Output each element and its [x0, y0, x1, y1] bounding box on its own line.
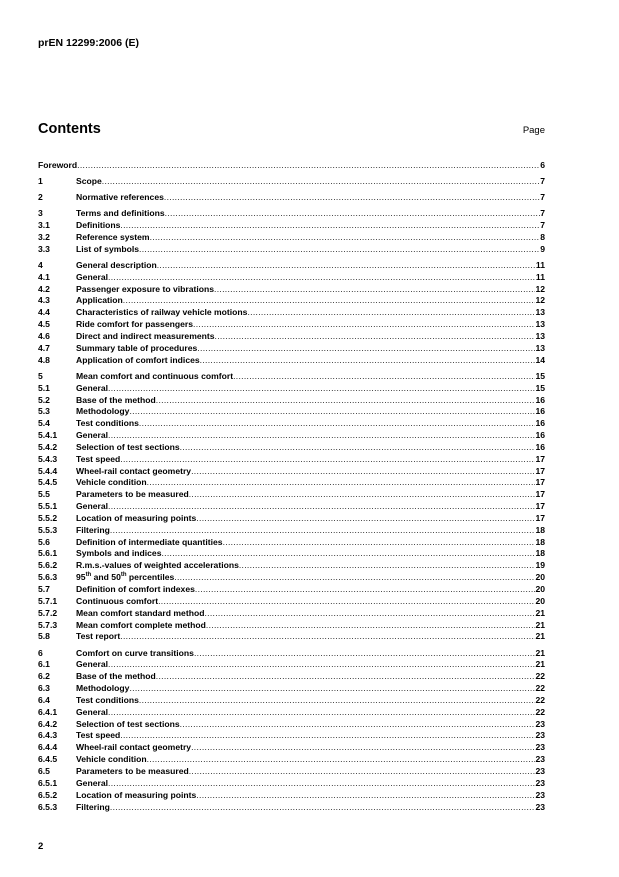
toc-leader-dots — [204, 608, 535, 619]
toc-entry-title: R.m.s.-values of weighted accelerations — [76, 560, 239, 571]
toc-entry-page: 21 — [535, 659, 545, 670]
toc-entry-title: General description — [76, 259, 157, 270]
toc-entry-title: Definition of intermediate quantities — [76, 536, 223, 547]
toc-entry-page: 12 — [535, 295, 545, 306]
toc-entry[interactable] — [38, 730, 545, 742]
toc-entry-title: Continuous comfort — [76, 595, 159, 606]
toc-entry-page: 18 — [535, 524, 545, 535]
toc-entry-page: 19 — [535, 560, 545, 571]
toc-entry[interactable] — [38, 559, 545, 571]
toc-leader-dots — [200, 355, 536, 366]
toc-entry-page: 17 — [535, 465, 545, 476]
toc-entry-page: 16 — [535, 394, 545, 405]
toc-entry-title: Filtering — [76, 524, 110, 535]
toc-entry-page: 16 — [535, 406, 545, 417]
toc-entry-number: 5.5 — [38, 489, 50, 500]
toc-entry-page: 23 — [535, 801, 545, 812]
toc-entry-number: 4.1 — [38, 271, 50, 282]
toc-entry[interactable] — [38, 741, 545, 753]
toc-entry-number: 4.5 — [38, 319, 50, 330]
toc-entry[interactable] — [38, 382, 545, 394]
toc-entry[interactable] — [38, 659, 545, 671]
toc-entry[interactable] — [38, 342, 545, 354]
toc-entry-page: 17 — [535, 501, 545, 512]
toc-leader-dots — [158, 596, 535, 607]
toc-entry-title: Methodology — [76, 406, 130, 417]
toc-leader-dots — [196, 513, 535, 524]
toc-entry[interactable] — [38, 354, 545, 366]
toc-leader-dots — [120, 220, 540, 231]
toc-entry-title: Parameters to be measured — [76, 765, 189, 776]
toc-entry[interactable] — [38, 318, 545, 330]
toc-entry-title: List of symbols — [76, 243, 140, 254]
toc-entry-number: 5.2 — [38, 394, 50, 405]
toc-entry-title: Base of the method — [76, 671, 156, 682]
toc-entry-number: 5.3 — [38, 406, 50, 417]
contents-title: Contents — [38, 121, 101, 137]
toc-entry[interactable] — [38, 619, 545, 631]
toc-leader-dots — [120, 454, 535, 465]
toc-entry-title: Vehicle condition — [76, 477, 147, 488]
toc-entry-title: Scope — [76, 175, 102, 186]
toc-entry-title: Application of comfort indices — [76, 354, 200, 365]
toc-entry[interactable] — [38, 500, 545, 512]
toc-entry-title: Passenger exposure to vibrations — [76, 283, 215, 294]
toc-entry-page: 11 — [535, 271, 545, 282]
toc-entry-number: 6.4.4 — [38, 742, 58, 753]
toc-leader-dots — [108, 272, 536, 283]
toc-entry[interactable] — [38, 536, 545, 548]
toc-entry-number: 4.2 — [38, 283, 50, 294]
table-of-contents — [38, 159, 545, 813]
toc-leader-dots — [214, 284, 535, 295]
toc-entry[interactable] — [38, 595, 545, 607]
toc-entry-number: 5.5.1 — [38, 501, 58, 512]
toc-leader-dots — [108, 430, 535, 441]
toc-entry-title: Filtering — [76, 801, 110, 812]
page-number: 2 — [38, 841, 44, 852]
toc-leader-dots — [206, 620, 536, 631]
toc-entry-number: 5.4.5 — [38, 477, 58, 488]
toc-entry[interactable] — [38, 571, 545, 583]
toc-entry-title: Wheel-rail contact geometry — [76, 742, 192, 753]
toc-entry-number: 6.3 — [38, 683, 50, 694]
toc-entry-number: 3 — [38, 208, 43, 219]
toc-entry[interactable] — [38, 370, 545, 382]
toc-entry[interactable] — [38, 706, 545, 718]
toc-entry-title: Location of measuring points — [76, 789, 197, 800]
toc-entry-title: Comfort on curve transitions — [76, 647, 194, 658]
toc-entry-page: 13 — [535, 319, 545, 330]
toc-entry[interactable] — [38, 607, 545, 619]
toc-entry[interactable] — [38, 175, 545, 187]
toc-entry-page: 22 — [535, 671, 545, 682]
toc-entry-number: 6.5.1 — [38, 777, 58, 788]
toc-entry-number: 5.6 — [38, 536, 50, 547]
toc-entry-page: 21 — [535, 619, 545, 630]
toc-entry[interactable] — [38, 207, 545, 219]
toc-entry-title: 95th and 50th percentiles — [76, 572, 175, 583]
toc-entry-number: 6.4.3 — [38, 730, 58, 741]
toc-entry[interactable] — [38, 429, 545, 441]
toc-entry[interactable] — [38, 219, 545, 231]
toc-entry[interactable] — [38, 765, 545, 777]
toc-entry-page: 8 — [540, 231, 545, 242]
toc-entry[interactable] — [38, 583, 545, 595]
toc-entry-title: General — [76, 430, 109, 441]
toc-entry-number: 6.5 — [38, 765, 50, 776]
toc-entry-number: 6.4.1 — [38, 706, 58, 717]
toc-leader-dots — [189, 489, 536, 500]
toc-entry-page: 23 — [535, 754, 545, 765]
toc-leader-dots — [150, 232, 541, 243]
toc-entry-number: 5.5.2 — [38, 512, 58, 523]
toc-entry-page: 22 — [535, 683, 545, 694]
toc-leader-dots — [233, 371, 535, 382]
toc-leader-dots — [147, 754, 536, 765]
toc-entry-number: 5.7.1 — [38, 595, 58, 606]
toc-entry[interactable] — [38, 330, 545, 342]
toc-entry-title: Terms and definitions — [76, 208, 165, 219]
toc-entry[interactable] — [38, 441, 545, 453]
toc-entry-number: 5 — [38, 370, 43, 381]
toc-entry-title: General — [76, 501, 109, 512]
toc-entry-page: 17 — [535, 489, 545, 500]
toc-leader-dots — [180, 719, 536, 730]
toc-entry-page: 23 — [535, 718, 545, 729]
toc-entry-page: 13 — [535, 342, 545, 353]
toc-entry-page: 9 — [540, 243, 545, 254]
toc-entry[interactable] — [38, 394, 545, 406]
toc-entry-number: 6.4.2 — [38, 718, 58, 729]
toc-entry-title: Base of the method — [76, 394, 156, 405]
toc-entry[interactable] — [38, 512, 545, 524]
toc-entry-page: 13 — [535, 307, 545, 318]
toc-leader-dots — [120, 730, 535, 741]
toc-entry-number: 5.6.3 — [38, 572, 58, 583]
toc-entry-number: 5.4.2 — [38, 441, 58, 452]
toc-entry-title: Parameters to be measured — [76, 489, 189, 500]
toc-entry[interactable] — [38, 801, 545, 813]
toc-entry-number: 5.4.3 — [38, 453, 58, 464]
toc-entry[interactable] — [38, 406, 545, 418]
toc-entry-page: 16 — [535, 430, 545, 441]
toc-entry-number: 5.5.3 — [38, 524, 58, 535]
toc-entry-title: Definition of comfort indexes — [76, 584, 195, 595]
toc-entry-title: Wheel-rail contact geometry — [76, 465, 192, 476]
toc-entry-title: Summary table of procedures — [76, 342, 198, 353]
toc-entry-title: Test speed — [76, 453, 121, 464]
toc-entry-title: Reference system — [76, 231, 150, 242]
toc-entry-title: Selection of test sections — [76, 441, 180, 452]
toc-entry[interactable] — [38, 453, 545, 465]
toc-leader-dots — [180, 442, 536, 453]
toc-entry[interactable] — [38, 417, 545, 429]
toc-entry[interactable] — [38, 718, 545, 730]
toc-entry-title: Normative references — [76, 192, 164, 203]
toc-entry-title: Test conditions — [76, 418, 139, 429]
toc-entry[interactable] — [38, 488, 545, 500]
toc-entry-page: 23 — [535, 765, 545, 776]
toc-leader-dots — [108, 659, 535, 670]
toc-entry[interactable] — [38, 306, 545, 318]
toc-entry[interactable] — [38, 465, 545, 477]
toc-entry-page: 17 — [535, 512, 545, 523]
toc-entry-title: General — [76, 271, 109, 282]
toc-entry[interactable] — [38, 159, 545, 171]
toc-entry[interactable] — [38, 243, 545, 255]
toc-entry-title: General — [76, 382, 109, 393]
toc-leader-dots — [189, 766, 536, 777]
toc-entry-number: 6.1 — [38, 659, 50, 670]
toc-entry-number: 3.1 — [38, 220, 50, 231]
toc-entry[interactable] — [38, 271, 545, 283]
toc-leader-dots — [194, 648, 536, 659]
toc-leader-dots — [110, 525, 536, 536]
toc-entry[interactable] — [38, 477, 545, 489]
toc-leader-dots — [247, 307, 535, 318]
toc-entry-title: General — [76, 777, 109, 788]
toc-entry-page: 16 — [535, 418, 545, 429]
toc-leader-dots — [157, 260, 536, 271]
toc-entry-page: 15 — [535, 370, 545, 381]
toc-entry-number: 4.3 — [38, 295, 50, 306]
toc-entry-page: 6 — [540, 159, 545, 170]
toc-entry-number: 6.4 — [38, 694, 50, 705]
toc-entry-title: Test speed — [76, 730, 121, 741]
toc-leader-dots — [102, 176, 540, 187]
toc-entry-page: 18 — [535, 536, 545, 547]
toc-entry[interactable] — [38, 753, 545, 765]
toc-entry-number: 6.5.2 — [38, 789, 58, 800]
toc-leader-dots — [123, 295, 536, 306]
toc-entry-title: Selection of test sections — [76, 718, 180, 729]
toc-leader-dots — [195, 584, 536, 595]
toc-entry[interactable] — [38, 231, 545, 243]
toc-leader-dots — [156, 671, 536, 682]
toc-leader-dots — [215, 331, 536, 342]
toc-leader-dots — [108, 383, 535, 394]
toc-leader-dots — [164, 192, 540, 203]
toc-entry-title: Characteristics of railway vehicle motions — [76, 307, 248, 318]
toc-entry-page: 23 — [535, 789, 545, 800]
toc-leader-dots — [110, 802, 536, 813]
toc-entry-number: 4.6 — [38, 331, 50, 341]
toc-entry[interactable] — [38, 777, 545, 789]
toc-entry-page: 14 — [535, 354, 545, 365]
toc-entry-page: 21 — [535, 631, 545, 642]
toc-entry-page: 17 — [535, 477, 545, 488]
toc-entry-number: 4.4 — [38, 307, 50, 318]
toc-leader-dots — [77, 160, 540, 171]
toc-entry-title: Location of measuring points — [76, 512, 197, 523]
toc-entry-number: 6.4.5 — [38, 754, 58, 765]
toc-entry-title: Test conditions — [76, 694, 139, 705]
toc-leader-dots — [197, 343, 535, 354]
toc-entry-number: 5.4.4 — [38, 465, 58, 476]
toc-entry-number: 5.6.2 — [38, 560, 58, 571]
toc-leader-dots — [161, 548, 535, 559]
toc-leader-dots — [108, 778, 535, 789]
toc-entry-title: Application — [76, 295, 123, 306]
toc-entry-page: 23 — [535, 777, 545, 788]
toc-entry-page: 23 — [535, 742, 545, 753]
toc-entry-title: General — [76, 659, 109, 670]
toc-entry-title: Foreword — [38, 159, 78, 170]
toc-entry-title: Test report — [76, 631, 121, 642]
toc-entry-number: 4.7 — [38, 342, 50, 353]
toc-entry-page: 21 — [535, 607, 545, 618]
toc-entry-title: General — [76, 706, 109, 717]
toc-entry-title: Mean comfort complete method — [76, 619, 206, 630]
toc-entry-number: 4.8 — [38, 354, 50, 365]
toc-entry-page: 21 — [535, 647, 545, 658]
toc-leader-dots — [239, 560, 536, 571]
toc-entry-number: 6.5.3 — [38, 801, 58, 812]
page-column-label: Page — [522, 125, 545, 136]
toc-entry-title: Vehicle condition — [76, 754, 147, 765]
toc-entry-number: 3.3 — [38, 243, 50, 254]
toc-entry-page: 20 — [535, 595, 545, 606]
toc-entry[interactable] — [38, 631, 545, 643]
toc-entry-page: 11 — [535, 259, 545, 270]
toc-leader-dots — [129, 406, 535, 417]
toc-entry[interactable] — [38, 670, 545, 682]
toc-leader-dots — [165, 208, 541, 219]
toc-entry-number: 2 — [38, 192, 43, 203]
toc-entry[interactable] — [38, 191, 545, 203]
toc-entry[interactable] — [38, 682, 545, 694]
toc-entry-number: 5.8 — [38, 631, 50, 642]
toc-leader-dots — [139, 418, 536, 429]
toc-entry-page: 7 — [540, 208, 545, 219]
toc-leader-dots — [174, 572, 535, 583]
toc-leader-dots — [147, 477, 536, 488]
toc-leader-dots — [108, 707, 535, 718]
toc-entry-title: Direct and indirect measurements — [76, 331, 215, 341]
toc-entry-title: Definitions — [76, 220, 121, 231]
toc-entry[interactable] — [38, 283, 545, 295]
toc-leader-dots — [193, 319, 535, 330]
toc-entry-page: 16 — [535, 441, 545, 452]
toc-entry-page: 13 — [535, 331, 545, 341]
toc-entry-number: 4 — [38, 259, 43, 270]
toc-entry-title: Methodology — [76, 683, 130, 694]
toc-leader-dots — [223, 537, 536, 548]
toc-entry-number: 6 — [38, 647, 43, 658]
toc-entry-page: 20 — [535, 572, 545, 583]
toc-leader-dots — [191, 742, 535, 753]
toc-entry-page: 22 — [535, 694, 545, 705]
toc-entry-page: 17 — [535, 453, 545, 464]
toc-entry-number: 5.7.2 — [38, 607, 58, 618]
toc-leader-dots — [139, 244, 540, 255]
document-header: prEN 12299:2006 (E) — [38, 37, 139, 49]
toc-entry-number: 5.7 — [38, 584, 50, 595]
toc-entry-number: 3.2 — [38, 231, 50, 242]
toc-entry-page: 15 — [535, 382, 545, 393]
toc-entry[interactable] — [38, 524, 545, 536]
toc-entry[interactable] — [38, 694, 545, 706]
toc-entry-number: 6.2 — [38, 671, 50, 682]
toc-entry[interactable] — [38, 295, 545, 307]
toc-entry-page: 23 — [535, 730, 545, 741]
toc-leader-dots — [156, 395, 536, 406]
toc-leader-dots — [120, 631, 535, 642]
toc-leader-dots — [139, 695, 536, 706]
toc-entry-title: Mean comfort and continuous comfort — [76, 370, 234, 381]
toc-entry[interactable] — [38, 259, 545, 271]
toc-leader-dots — [196, 790, 535, 801]
toc-entry[interactable] — [38, 548, 545, 560]
toc-entry-page: 12 — [535, 283, 545, 294]
toc-entry-page: 18 — [535, 548, 545, 559]
toc-leader-dots — [191, 466, 535, 477]
toc-entry-number: 5.6.1 — [38, 548, 58, 559]
toc-entry-page: 20 — [535, 584, 545, 595]
toc-entry[interactable] — [38, 647, 545, 659]
toc-leader-dots — [129, 683, 535, 694]
toc-entry-page: 7 — [540, 220, 545, 231]
toc-entry-title: Ride comfort for passengers — [76, 319, 193, 330]
toc-entry-number: 5.1 — [38, 382, 50, 393]
toc-entry-title: Mean comfort standard method — [76, 607, 205, 618]
toc-entry[interactable] — [38, 789, 545, 801]
toc-entry-page: 7 — [540, 192, 545, 203]
toc-entry-number: 5.7.3 — [38, 619, 58, 630]
toc-entry-page: 7 — [540, 175, 545, 186]
toc-entry-number: 5.4.1 — [38, 430, 58, 441]
toc-entry-number: 1 — [38, 175, 43, 186]
toc-entry-title: Symbols and indices — [76, 548, 162, 559]
toc-leader-dots — [108, 501, 535, 512]
toc-entry-number: 5.4 — [38, 418, 50, 429]
toc-entry-page: 22 — [535, 706, 545, 717]
